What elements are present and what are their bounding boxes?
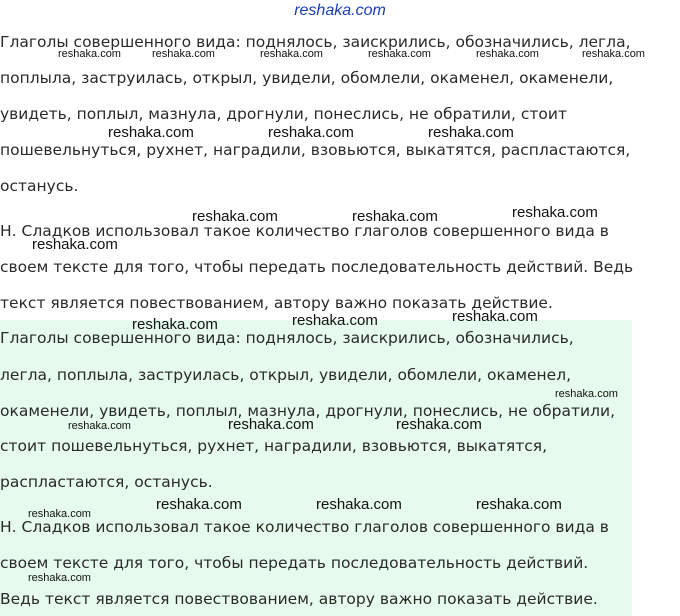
watermark-text: reshaka.com	[108, 124, 194, 141]
watermark-text: reshaka.com	[58, 48, 121, 60]
text-line: своем тексте для того, чтобы передать последовательность действий.	[0, 554, 589, 572]
text-line: Глаголы совершенного вида: поднялось, заискрились, обозначились, легла,	[0, 33, 631, 51]
watermark-text: reshaka.com	[476, 496, 562, 513]
site-header-link[interactable]: reshaka.com	[294, 2, 386, 19]
watermark-text: reshaka.com	[28, 572, 91, 584]
text-line: текст является повествованием, автору важно показать действие.	[0, 294, 553, 312]
watermark-text: reshaka.com	[28, 508, 91, 520]
watermark-text: reshaka.com	[316, 496, 402, 513]
text-line: Н. Сладков использовал такое количество глаголов совершенного вида в	[0, 222, 609, 240]
text-line: окаменели, увидеть, поплыл, мазнула, дрогнули, понеслись, не обратили,	[0, 402, 615, 420]
watermark-text: reshaka.com	[68, 420, 131, 432]
watermark-text: reshaka.com	[228, 416, 314, 433]
text-line: Н. Сладков использовал такое количество глаголов совершенного вида в	[0, 518, 609, 536]
watermark-text: reshaka.com	[368, 48, 431, 60]
text-line: своем тексте для того, чтобы передать последовательность действий. Ведь	[0, 258, 634, 276]
watermark-text: reshaka.com	[192, 208, 278, 225]
text-line: распластаются, останусь.	[0, 473, 213, 491]
text-line: поплыла, заструилась, открыл, увидели, обомлели, окаменел, окаменели,	[0, 69, 614, 87]
watermark-text: reshaka.com	[555, 388, 618, 400]
watermark-text: reshaka.com	[132, 316, 218, 333]
text-line: легла, поплыла, заструилась, открыл, увидели, обомлели, окаменел,	[0, 366, 572, 384]
watermark-text: reshaka.com	[582, 48, 645, 60]
watermark-text: reshaka.com	[32, 236, 118, 253]
text-line: увидеть, поплыл, мазнула, дрогнули, понеслись, не обратили, стоит	[0, 105, 567, 123]
text-line: пошевельнуться, рухнет, наградили, взовьются, выкатятся, распластаются,	[0, 141, 631, 159]
watermark-text: reshaka.com	[396, 416, 482, 433]
text-line: останусь.	[0, 177, 79, 195]
watermark-text: reshaka.com	[512, 204, 598, 221]
watermark-text: reshaka.com	[352, 208, 438, 225]
watermark-text: reshaka.com	[152, 48, 215, 60]
watermark-text: reshaka.com	[292, 312, 378, 329]
text-line: стоит пошевельнуться, рухнет, наградили, взовьются, выкатятся,	[0, 437, 548, 455]
watermark-text: reshaka.com	[428, 124, 514, 141]
watermark-text: reshaka.com	[268, 124, 354, 141]
watermark-text: reshaka.com	[260, 48, 323, 60]
watermark-text: reshaka.com	[156, 496, 242, 513]
text-line: Глаголы совершенного вида: поднялось, заискрились, обозначились,	[0, 329, 574, 347]
text-line: Ведь текст является повествованием, автору важно показать действие.	[0, 590, 598, 608]
watermark-text: reshaka.com	[452, 308, 538, 325]
watermark-text: reshaka.com	[476, 48, 539, 60]
